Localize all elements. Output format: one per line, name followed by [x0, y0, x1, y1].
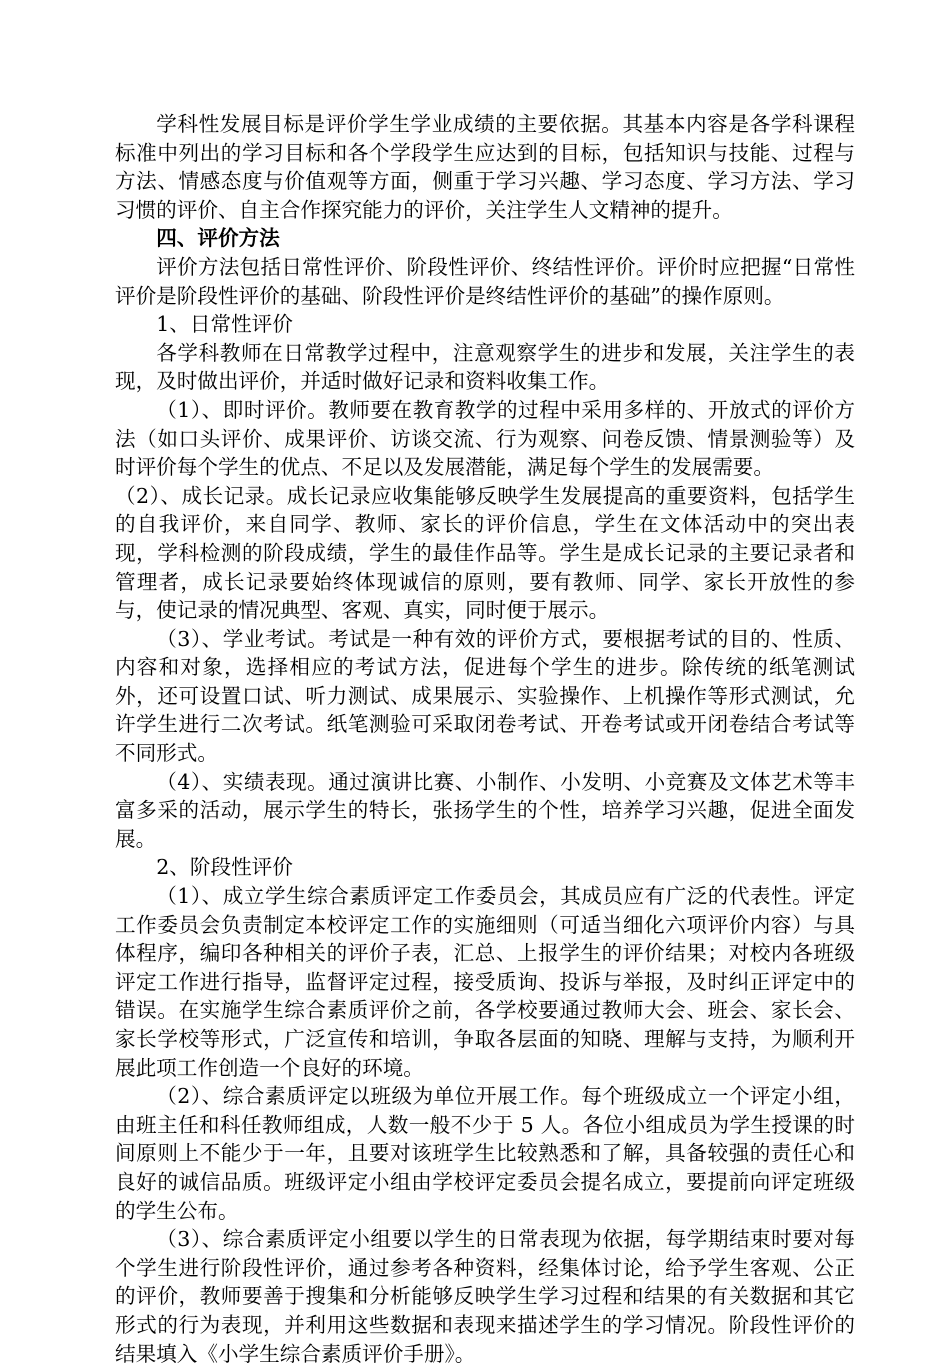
paragraph-daily-evaluation: 各学科教师在日常教学过程中，注意观察学生的进步和发展，关注学生的表现，及时做出评价，并适时做好记录和资料收集工作。 — [115, 340, 855, 394]
paragraph-class-group: （2）、综合素质评定以班级为单位开展工作。每个班级成立一个评定小组，由班主任和科任教师组成，人数一般不少于 5 人。各位小组成员为学生授课的时间原则上不能少于一年，且要对该班学生比较熟悉和了解，具备较强的责任心和良好的诚信品质。班级评定小组由学校评定委员会提名成立，要提前向评定班级的学生公布。 — [115, 1084, 855, 1223]
paragraph-subject-goals: 学科性发展目标是评价学生学业成绩的主要依据。其基本内容是各学科课程标准中列出的学习目标和各个学段学生应达到的目标，包括知识与技能、过程与方法、情感态度与价值观等方面，侧重于学习兴趣、学习态度、学习方法、学习习惯的评价、自主合作探究能力的评价，关注学生人文精神的提升。 — [115, 112, 855, 222]
paragraph-growth-record: （2）、成长记录。成长记录应收集能够反映学生发展提高的重要资料，包括学生的自我评价，来自同学、教师、家长的评价信息，学生在文体活动中的突出表现，学科检测的阶段成绩，学生的最佳作品等。学生是成长记录的主要记录者和管理者，成长记录要始终体现诚信的原则，要有教师、同学、家长开放性的参与，使记录的情况典型、客观、真实，同时便于展示。 — [115, 483, 855, 623]
paragraph-academic-exam: （3）、学业考试。考试是一种有效的评价方式，要根据考试的目的、性质、内容和对象，选择相应的考试方法，促进每个学生的进步。除传统的纸笔测试外，还可设置口试、听力测试、成果展示、实验操作、上机操作等形式测试，允许学生进行二次考试。纸笔测验可采取闭卷考试、开卷考试或开闭卷结合考试等不同形式。 — [115, 626, 855, 766]
paragraph-methods-intro: 评价方法包括日常性评价、阶段性评价、终结性评价。评价时应把握“日常性评价是阶段性评价的基础、阶段性评价是终结性评价的基础”的操作原则。 — [115, 254, 855, 308]
paragraph-committee: （1）、成立学生综合素质评定工作委员会，其成员应有广泛的代表性。评定工作委员会负责制定本校评定工作的实施细则（可适当细化六项评价内容）与具体程序，编印各种相关的评价子表，汇总、上报学生的评价结果；对校内各班级评定工作进行指导，监督评定过程，接受质询、投诉与举报，及时纠正评定中的错误。在实施学生综合素质评价之前，各学校要通过教师大会、班会、家长会、家长学校等形式，广泛宣传和培训，争取各层面的知晓、理解与支持，为顺利开展此项工作创造一个良好的环境。 — [115, 884, 855, 1080]
document-page — [115, 110, 855, 1368]
subheading-daily-evaluation: 1、日常性评价 — [156, 312, 293, 337]
subheading-stage-evaluation: 2、阶段性评价 — [156, 855, 293, 880]
section-heading-evaluation-methods: 四、评价方法 — [156, 226, 280, 251]
paragraph-performance: （4）、实绩表现。通过演讲比赛、小制作、小发明、小竞赛及文体艺术等丰富多采的活动，展示学生的特长，张扬学生的个性，培养学习兴趣，促进全面发展。 — [115, 769, 855, 851]
paragraph-stage-result: （3）、综合素质评定小组要以学生的日常表现为依据，每学期结束时要对每个学生进行阶段性评价，通过参考各种资料，经集体讨论，给予学生客观、公正的评价，教师要善于搜集和分析能够反映学生学习过程和结果的有关数据和其它形式的行为表现，并利用这些数据和表现来描述学生的学习情况。阶段性评价的结果填入《小学生综合素质评价手册》。 — [115, 1227, 855, 1366]
paragraph-instant-evaluation: （1）、即时评价。教师要在教育教学的过程中采用多样的、开放式的评价方法（如口头评价、成果评价、访谈交流、行为观察、问卷反馈、情景测验等）及时评价每个学生的优点、不足以及发展潜能，满足每个学生的发展需要。 — [115, 397, 855, 480]
